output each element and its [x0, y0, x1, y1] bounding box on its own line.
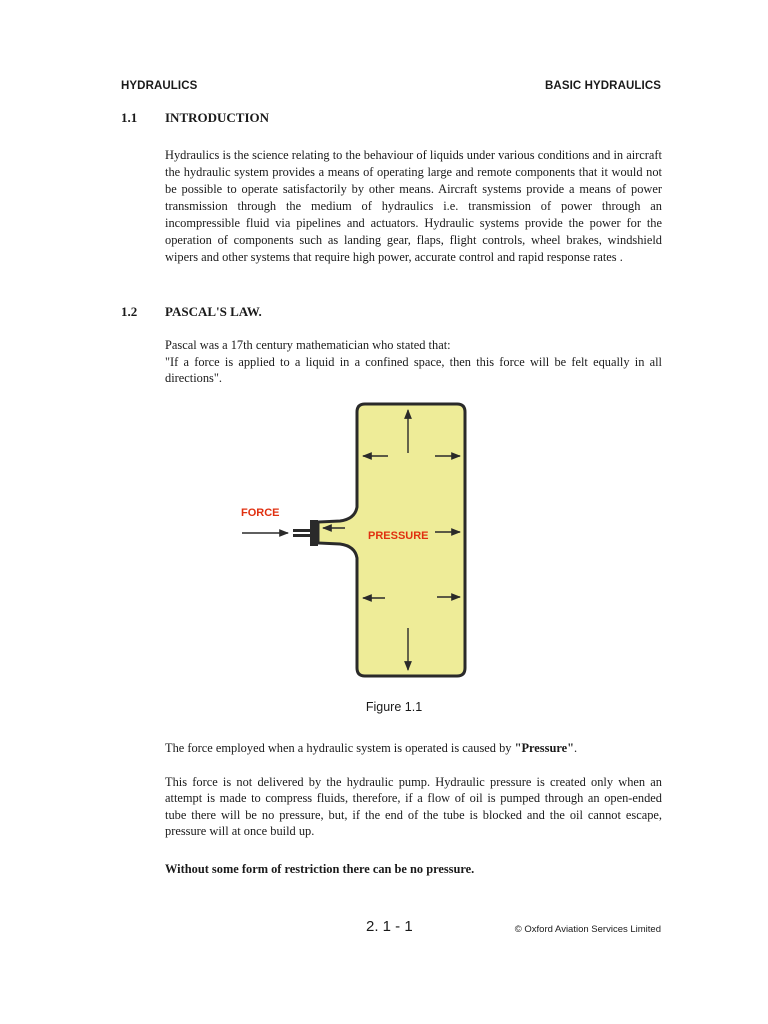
pressure-word: "Pressure": [514, 741, 574, 755]
force-label: FORCE: [241, 507, 280, 519]
pascal-intro: Pascal was a 17th century mathematician who stated that:: [165, 338, 451, 352]
section-number: 1.1: [121, 110, 138, 125]
piston-rod: [293, 529, 311, 532]
conclusion-statement: Without some form of restriction there can be no pressure.: [165, 862, 475, 876]
section-title: PASCAL'S LAW.: [165, 304, 262, 319]
pressure-paragraph: This force is not delivered by the hydraulic pump. Hydraulic pressure is created only when an attempt is made to compress fluids, therefore, if a flow of oil is pumped through an open-ended tube there will be no pressure, but, if the end of the tube is blocked and the oil cannot escape, pressure will at once build up.: [165, 775, 662, 838]
running-header-right: BASIC HYDRAULICS: [545, 80, 661, 92]
pressure-label: PRESSURE: [368, 530, 429, 542]
pascal-quote: "If a force is applied to a liquid in a confined space, then this force will be felt equally in all directions".: [165, 355, 662, 386]
section-title: INTRODUCTION: [165, 110, 270, 125]
figure-caption: Figure 1.1: [365, 700, 423, 714]
pressure-intro: The force employed when a hydraulic system is operated is caused by "Pressure".: [165, 741, 578, 755]
running-header-left: HYDRAULICS: [121, 80, 198, 92]
section-number: 1.2: [121, 304, 138, 319]
piston: [310, 520, 318, 546]
copyright-notice: © Oxford Aviation Services Limited: [514, 924, 661, 935]
page-number: 2. 1 - 1: [366, 918, 413, 935]
intro-paragraph: Hydraulics is the science relating to the behaviour of liquids under various conditions and in aircraft the hydraulic system provides a means of operating large and remote components that it would not be possible to operate satisfactorily by other means. Aircraft systems provide a means of power transmission through the medium of hydraulics i.e. transmission of power through an incompressible fluid via pipelines and actuators. Hydraulic systems provide the power for the operation of components such as landing gear, flaps, flight controls, wheel brakes, windshield wipers and other systems that require high power, accurate control and rapid response rates .: [165, 148, 662, 264]
pascal-law-diagram: [230, 398, 480, 683]
